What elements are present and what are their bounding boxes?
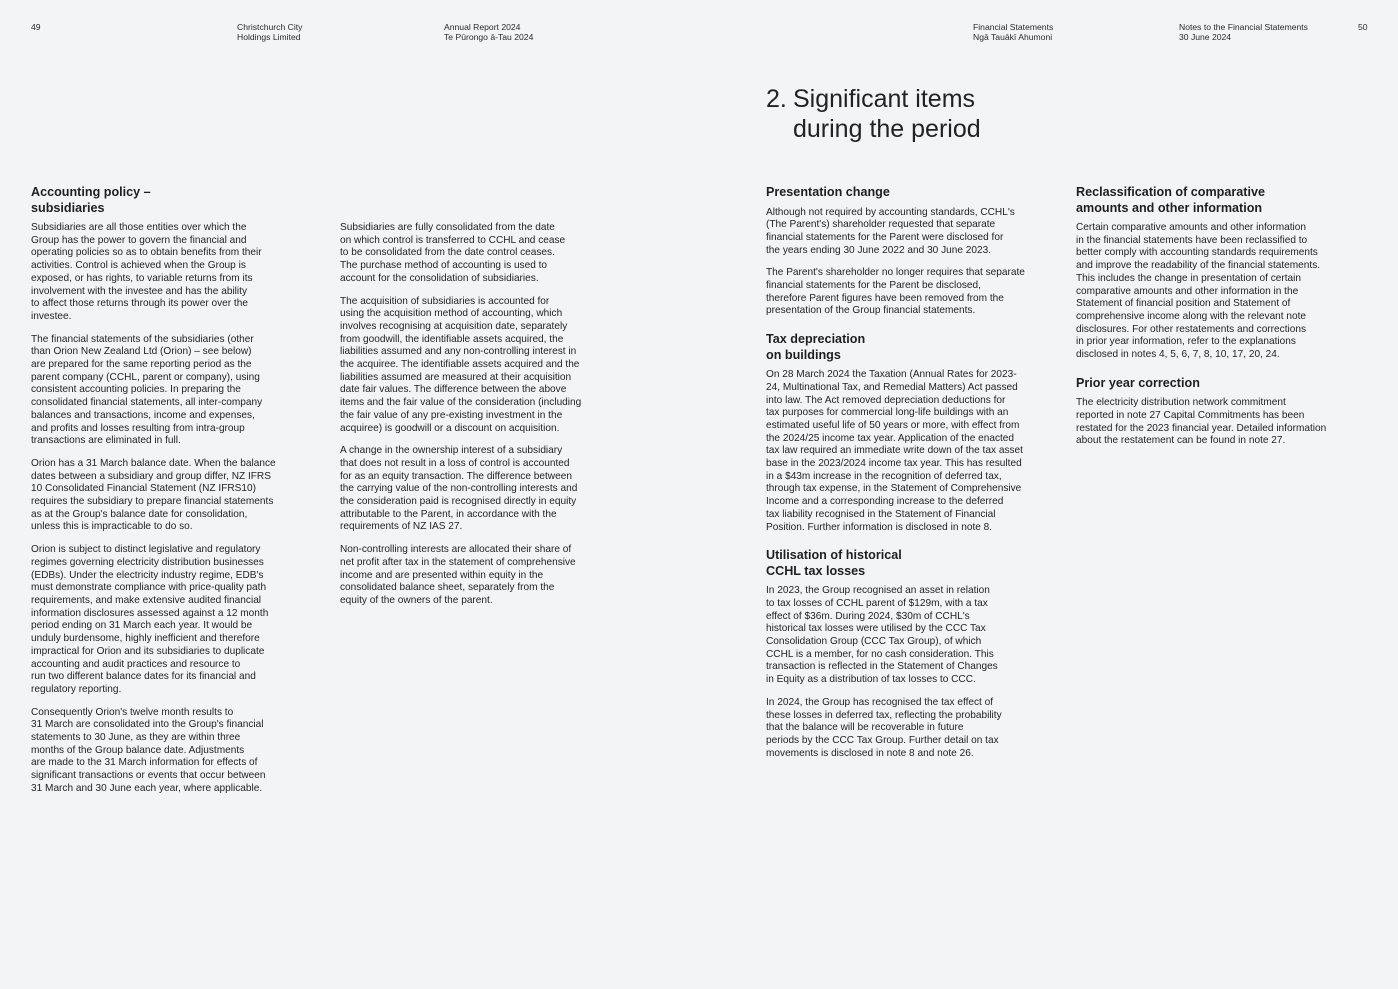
text-line: that the balance will be recoverable in future <box>766 722 964 734</box>
text-line: Consolidation Group (CCC Tax Group), of which <box>766 636 982 648</box>
text-line: months of the Group balance date. Adjustments <box>31 744 245 756</box>
section-heading <box>1076 185 1376 216</box>
text-line: presentation of the Group financial statements. <box>766 305 976 317</box>
header-report-title: Annual Report 2024 Te Pūrongo ā-Tau 2024 <box>444 22 534 42</box>
text-line: The financial statements of the subsidiaries (other <box>31 333 254 345</box>
paragraph <box>766 585 1066 687</box>
section-heading <box>1076 376 1376 392</box>
text-line: Presentation change <box>766 185 890 199</box>
text-line: amounts and other information <box>1076 200 1263 215</box>
text-line: in Equity as a distribution of tax losses to CCC. <box>766 674 976 686</box>
text-line: (The Parent's) shareholder requested that separate <box>766 219 996 231</box>
paragraph <box>340 544 640 608</box>
text-line: The electricity distribution network commitment <box>1076 397 1286 409</box>
column-reclassification <box>1076 185 1376 462</box>
paragraph <box>766 267 1066 318</box>
text-line: periods by the CCC Tax Group. Further detail on tax <box>766 735 999 746</box>
heading-accounting-policy: Accounting policy – subsidiaries <box>31 185 151 215</box>
text-line: estimated useful life of 50 years or more, with effect from <box>766 419 1020 431</box>
text-line: that does not result in a loss of control is accounted <box>340 457 570 469</box>
text-line: Group has the power to govern the financial and <box>31 234 247 246</box>
text-line: to affect those returns through its power over the <box>31 298 248 310</box>
text-line: 31 March and 30 June each year, where applicable. <box>31 782 263 794</box>
text-line: Orion has a 31 March balance date. When the balance <box>31 457 276 469</box>
text-line: transactions are eliminated in full. <box>31 435 181 447</box>
text-line: tax purposes for commercial long-life buildings with an <box>766 407 1009 419</box>
text-line: The Parent's shareholder no longer requires that separate <box>766 267 1025 279</box>
text-line: financial statements for the Parent be disclosed, <box>766 280 981 292</box>
text-line: acquiree) is goodwill or a discount on acquisition. <box>340 422 560 434</box>
text-line: Non-controlling interests are allocated their share of <box>340 544 572 556</box>
text-line: requirements, and make extensive audited financial <box>31 594 262 606</box>
text-line: 10 Consolidated Financial Statement (NZ IFRS10) <box>31 483 256 495</box>
text-line: items and the fair value of the consideration (including <box>340 397 582 409</box>
text-line: are prepared for the same reporting period as the <box>31 359 252 371</box>
text-line: period ending on 31 March each year. It would be <box>31 620 253 632</box>
text-line: Income and a corresponding increase to the deferred <box>766 496 1004 508</box>
text-line: in a $43m increase in the recognition of deferred tax, <box>766 470 1002 482</box>
text-line: for as an equity transaction. The difference between <box>340 470 572 482</box>
text-line: A change in the ownership interest of a subsidiary <box>340 445 563 457</box>
text-line: disclosed in notes 4, 5, 6, 7, 8, 10, 17, 20, 24. <box>1076 349 1280 361</box>
text-line: consolidated financial statements, all inter-company <box>31 397 263 409</box>
text-line: Although not required by accounting standards, CCHL's <box>766 206 1015 218</box>
text-line: tax liability recognised in the Statement of Financial <box>766 508 996 520</box>
text-line: On 28 March 2024 the Taxation (Annual Rates for 2023- <box>766 369 1017 381</box>
text-line: Utilisation of historical <box>766 548 902 563</box>
text-line: than Orion New Zealand Ltd (Orion) – see below) <box>31 346 252 358</box>
text-line: reported in note 27 Capital Commitments has been <box>1076 409 1305 421</box>
text-line: unless this is impracticable to do so. <box>31 521 193 533</box>
text-line: In 2024, the Group has recognised the tax effect of <box>766 696 994 708</box>
paragraph <box>1076 222 1376 362</box>
text-line: attributable to the Parent, in accordance with the <box>340 508 557 520</box>
paragraph <box>766 369 1066 534</box>
text-line: as at the Group's balance date for consolidation, <box>31 508 248 520</box>
text-line: income and are presented within equity in the <box>340 569 544 581</box>
paragraph <box>31 334 321 448</box>
text-line: CCHL tax losses <box>766 563 866 578</box>
section-heading <box>766 332 1066 363</box>
text-line: in prior year information, refer to the explanations <box>1076 336 1296 348</box>
text-line: Position. Further information is disclosed in note 8. <box>766 521 993 533</box>
text-line: statements to 30 June, as they are within three <box>31 732 241 744</box>
text-line: consolidated balance sheet, separately from the <box>340 582 555 594</box>
text-line: movements is disclosed in note 8 and note 26. <box>766 747 974 759</box>
column-consolidation <box>340 222 640 618</box>
text-line: involves recognising at acquisition date, separately <box>340 320 568 332</box>
section-block <box>766 185 1066 318</box>
text-line: into law. The Act removed depreciation deductions for <box>766 394 1006 406</box>
paragraph <box>31 707 321 796</box>
text-line: disclosures. For other restatements and corrections <box>1076 323 1307 335</box>
text-line: exposed, or has rights, to variable returns from its <box>31 272 253 284</box>
text-line: must demonstrate compliance with price-quality path <box>31 582 267 594</box>
section-heading <box>766 185 1066 201</box>
text-line: Prior year correction <box>1076 375 1200 390</box>
text-line: tax law required an immediate write down of the tax asset <box>766 445 1023 457</box>
text-line: transaction is reflected in the Statement of Changes <box>766 661 998 673</box>
text-line: Orion is subject to distinct legislative and regulatory <box>31 544 261 556</box>
text-line: are made to the 31 March information for effects of <box>31 757 258 769</box>
paragraph <box>340 222 640 286</box>
text-line: information disclosures assessed against a 12 month <box>31 607 269 619</box>
text-line: through tax expense, in the Statement of Comprehensive <box>766 483 1022 495</box>
text-line: historical tax losses were utilised by the CCC Tax <box>766 623 986 635</box>
section-block <box>1076 185 1376 362</box>
text-line: Statement of financial position and Statement of <box>1076 298 1291 310</box>
text-line: impractical for Orion and its subsidiaries to duplicate <box>31 645 265 657</box>
text-line: and profits and losses resulting from intra-group <box>31 422 245 434</box>
text-line: The acquisition of subsidiaries is accounted for <box>340 295 550 307</box>
text-line: the years ending 30 June 2022 and 30 June 2023. <box>766 244 992 256</box>
text-line: to tax losses of CCHL parent of $129m, with a tax <box>766 597 988 609</box>
text-line: therefore Parent figures have been removed from the <box>766 292 1004 304</box>
section-title: Significant items during the period <box>793 85 981 143</box>
text-line: equity of the owners of the parent. <box>340 594 493 606</box>
text-line: on which control is transferred to CCHL and cease <box>340 234 566 246</box>
paragraph <box>1076 397 1376 448</box>
text-line: restated for the 2023 financial year. Detailed information <box>1076 422 1327 434</box>
text-line: Certain comparative amounts and other information <box>1076 222 1307 233</box>
text-line: In 2023, the Group recognised an asset in relation <box>766 585 990 597</box>
text-line: involvement with the investee and has the ability <box>31 285 248 297</box>
text-line: significant transactions or events that occur between <box>31 770 266 782</box>
text-line: these losses in deferred tax, reflecting the probability <box>766 709 1002 721</box>
section-number: 2. <box>766 85 787 113</box>
header-section: Financial Statements Ngā Tauākī Ahumoni <box>973 22 1054 42</box>
text-line: dates between a subsidiary and group differ, NZ IFRS <box>31 470 271 482</box>
text-line: Consequently Orion's twelve month results to <box>31 706 234 718</box>
text-line: The purchase method of accounting is used to <box>340 260 548 272</box>
section-block <box>766 548 1066 760</box>
text-line: to be consolidated from the date control ceases. <box>340 247 555 259</box>
text-line: liabilities assumed and any non-controlling interest in <box>340 346 577 358</box>
text-line: base in the 2023/2024 income tax year. This has resulted <box>766 458 1022 470</box>
paragraph <box>31 544 321 696</box>
text-line: regimes governing electricity distribution businesses <box>31 556 264 568</box>
section-block <box>1076 376 1376 448</box>
column-accounting-policy <box>31 185 321 806</box>
text-line: 24, Multinational Tax, and Remedial Matters) Act passed <box>766 381 1018 393</box>
text-line: comprehensive income along with the relevant note <box>1076 310 1307 322</box>
text-line: net profit after tax in the statement of comprehensive <box>340 556 576 568</box>
text-line: the carrying value of the non-controlling interests and <box>340 483 578 495</box>
text-line: date fair values. The difference between the above <box>340 384 567 396</box>
text-line: (EDBs). Under the electricity industry regime, EDB's <box>31 569 264 581</box>
text-line: effect of $36m. During 2024, $30m of CCHL's <box>766 610 970 622</box>
text-line: operating policies so as to obtain benefits from their <box>31 247 262 259</box>
left-page-number: 49 <box>31 22 41 32</box>
text-line: the consideration paid is recognised directly in equity <box>340 496 577 508</box>
text-line: better comply with accounting standards requirements <box>1076 247 1318 259</box>
text-line: the fair value of any pre-existing investment in the <box>340 409 563 421</box>
text-line: requires the subsidiary to prepare financial statements <box>31 496 274 508</box>
text-line: This includes the change in presentation of certain <box>1076 272 1302 284</box>
text-line: Subsidiaries are all those entities over which the <box>31 222 247 233</box>
paragraph <box>31 458 321 534</box>
text-line: unduly burdensome, highly inefficient and therefore <box>31 633 260 645</box>
text-line: liabilities assumed are measured at their acquisition <box>340 371 572 383</box>
text-line: balances and transactions, income and expenses, <box>31 409 255 421</box>
text-line: parent company (CCHL, parent or company), using <box>31 371 260 383</box>
text-line: Tax depreciation <box>766 332 866 347</box>
text-line: consistent accounting policies. In preparing the <box>31 384 241 396</box>
paragraph <box>766 207 1066 258</box>
text-line: comparative amounts and other information in the <box>1076 285 1299 297</box>
text-line: activities. Control is achieved when the Group is <box>31 260 246 272</box>
paragraph <box>340 296 640 436</box>
text-line: financial statements for the Parent were disclosed for <box>766 231 1004 243</box>
text-line: from goodwill, the identifiable assets acquired, the <box>340 333 564 345</box>
text-line: about the restatement can be found in note 27. <box>1076 435 1286 447</box>
text-line: accounting and audit practices and resource to <box>31 658 241 670</box>
right-page-number: 50 <box>1358 22 1368 32</box>
header-organisation: Christchurch City Holdings Limited <box>237 22 303 42</box>
paragraph <box>766 697 1066 761</box>
text-line: and improve the readability of the financial statements. <box>1076 260 1321 272</box>
text-line: using the acquisition method of accounting, which <box>340 308 563 320</box>
text-line: Reclassification of comparative <box>1076 185 1265 199</box>
text-line: the acquiree. The identifiable assets acquired and the <box>340 359 580 371</box>
paragraph <box>340 445 640 534</box>
text-line: in the financial statements have been reclassified to <box>1076 234 1308 246</box>
text-line: the 2024/25 income tax year. Application of the enacted <box>766 432 1015 444</box>
text-line: requirements of NZ IAS 27. <box>340 521 463 533</box>
paragraph <box>31 222 321 324</box>
text-line: run two different balance dates for its financial and <box>31 671 256 683</box>
text-line: regulatory reporting. <box>31 683 122 695</box>
text-line: account for the consolidation of subsidiaries. <box>340 272 539 284</box>
column-significant-items <box>766 185 1066 774</box>
text-line: 31 March are consolidated into the Group's financial <box>31 719 264 731</box>
section-heading <box>766 548 1066 579</box>
text-line: on buildings <box>766 347 841 362</box>
header-notes: Notes to the Financial Statements 30 June 2024 <box>1179 22 1308 42</box>
text-line: CCHL is a member, for no cash consideration. This <box>766 648 994 660</box>
text-line: investee. <box>31 310 72 322</box>
section-block <box>766 332 1066 534</box>
text-line: Subsidiaries are fully consolidated from the date <box>340 222 555 233</box>
